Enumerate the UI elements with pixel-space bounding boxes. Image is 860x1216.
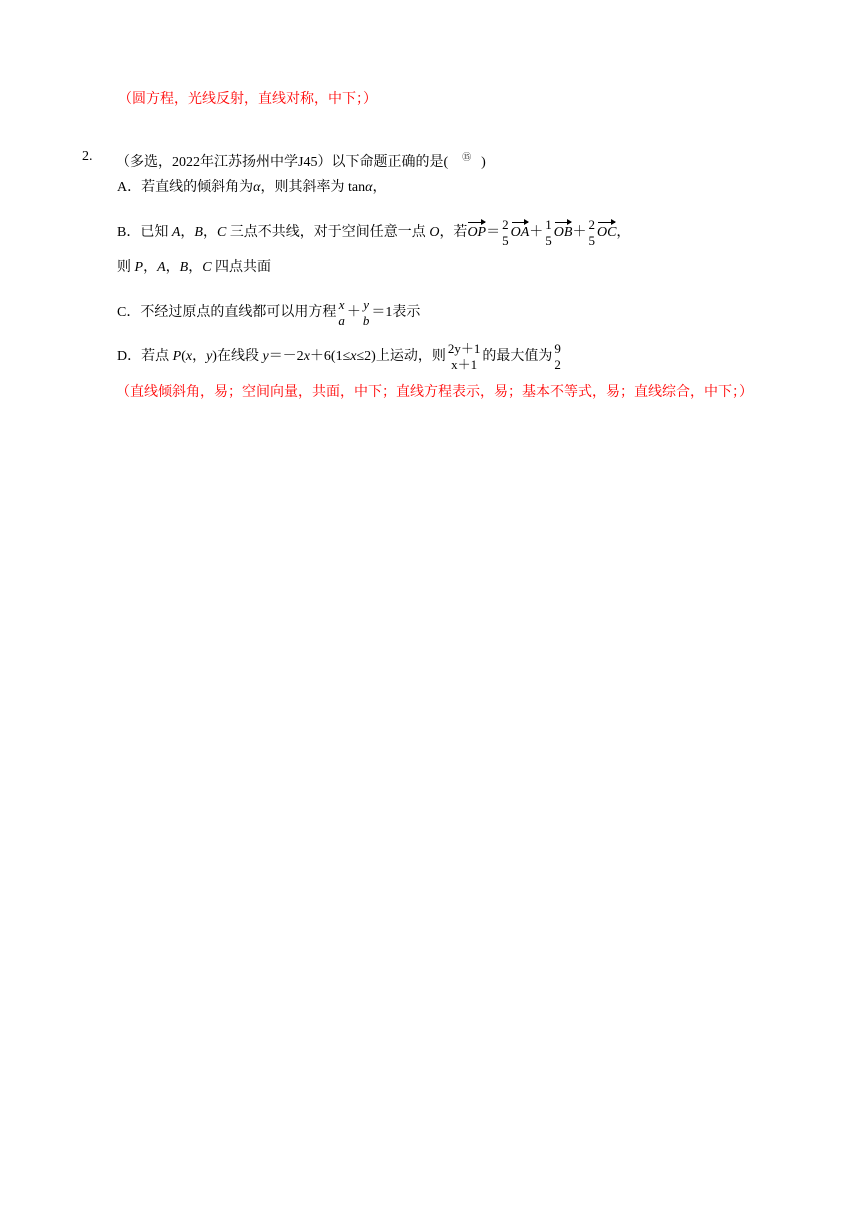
frac-den: b	[362, 313, 370, 328]
frac-num: 9	[554, 341, 561, 356]
var-b: B	[179, 260, 189, 275]
eq-mid: ＝－2	[268, 349, 304, 365]
topic-note-previous: （圆方程，光线反射，直线对称，中下；）	[118, 92, 377, 107]
var-c: C	[202, 260, 212, 275]
eq-rest: ＋6(1≤	[309, 349, 351, 365]
var-c: C	[216, 225, 227, 241]
fraction-x-a	[337, 298, 346, 328]
option-a-alpha: α	[253, 180, 261, 195]
sep: ，	[188, 260, 203, 275]
option-a-label: A．	[117, 180, 142, 195]
option-b	[117, 218, 630, 248]
frac-num: x	[338, 297, 345, 312]
option-d-text: 若点	[141, 349, 173, 365]
fraction-2-5	[501, 218, 510, 248]
option-a-text-2: ，则其斜率为 tan	[260, 180, 366, 195]
plus-sign: ＋	[572, 225, 587, 241]
paren-open: (	[181, 349, 186, 365]
vector-ob: OB	[554, 219, 573, 243]
comma: ，	[192, 349, 207, 365]
option-c-text-2: ＝1表示	[371, 305, 421, 321]
var-p: P	[134, 260, 144, 275]
option-b-label: B．	[117, 225, 141, 241]
fraction-9-2	[553, 342, 562, 372]
plus-sign: ＋	[346, 305, 361, 321]
option-d-label: D．	[117, 349, 142, 365]
var-y: y	[206, 349, 213, 365]
frac-num: 2	[502, 217, 509, 232]
option-b-continuation	[117, 258, 271, 278]
fraction-1-5	[544, 218, 553, 248]
eq-x-2: x	[350, 349, 357, 365]
fraction-y-b	[362, 298, 371, 328]
option-a-alpha-2: α	[365, 180, 373, 195]
fraction-2y1-x1	[447, 342, 482, 372]
option-d-text-2: 在线段	[216, 349, 263, 365]
frac-den: 5	[545, 233, 552, 248]
frac-den: 2	[554, 357, 561, 372]
var-a: A	[171, 225, 181, 241]
eq-y: y	[262, 349, 269, 365]
frac-den: 5	[502, 233, 509, 248]
frac-den: a	[338, 313, 345, 328]
frac-den: 5	[588, 233, 595, 248]
frac-num: y	[363, 297, 369, 312]
topic-note: （直线倾斜角，易；空间向量，共面，中下；直线方程表示，易；基本不等式，易；直线综合，中下；）	[116, 385, 753, 400]
point-p: P	[172, 349, 182, 365]
eq-end: ≤2)上运动，则	[356, 349, 446, 365]
vector-oc: OC	[597, 219, 616, 243]
equals-sign: ＝	[486, 225, 501, 241]
plus-sign: ＋	[529, 225, 544, 241]
eq-x: x	[303, 349, 310, 365]
vector-oa: OA	[511, 219, 530, 243]
question-stem-text: （多选，2022年江苏扬州中学J45）以下命题正确的是(	[116, 155, 449, 170]
option-b-cont-pre: 则	[117, 260, 135, 275]
fraction-2-5-b	[587, 218, 596, 248]
question-stem-close: )	[481, 155, 486, 170]
option-c	[117, 298, 420, 328]
frac-den: x＋1	[451, 357, 478, 372]
option-b-text-3: ，若	[439, 225, 468, 241]
question-stem	[116, 147, 486, 173]
option-c-text: 不经过原点的直线都可以用方程	[140, 305, 337, 321]
sep: ，	[143, 260, 158, 275]
option-a	[117, 178, 386, 198]
frac-num: 2y＋1	[447, 341, 481, 356]
option-b-text-4: ，	[616, 225, 631, 241]
point-o: O	[429, 225, 440, 241]
frac-num: 1	[545, 217, 552, 232]
option-a-text: 若直线的倾斜角为	[141, 180, 254, 195]
var-x: x	[185, 349, 193, 365]
option-b-cont-post: 四点共面	[211, 260, 272, 275]
vector-op: OP	[467, 219, 486, 243]
answer-circle-mark: ⑮	[462, 152, 472, 162]
sep: ，	[165, 260, 180, 275]
option-b-text: 已知	[140, 225, 172, 241]
sep: ，	[180, 225, 195, 241]
sep: ，	[202, 225, 217, 241]
option-a-text-3: ，	[372, 180, 387, 195]
option-c-label: C．	[117, 305, 141, 321]
var-a: A	[157, 260, 166, 275]
option-d-text-3: 的最大值为	[482, 349, 553, 365]
option-b-text-2: 三点不共线，对于空间任意一点	[226, 225, 430, 241]
frac-num: 2	[588, 217, 595, 232]
paren-close: )	[212, 349, 217, 365]
var-b: B	[194, 225, 203, 241]
question-number: 2.	[82, 149, 93, 164]
option-d	[117, 342, 563, 372]
